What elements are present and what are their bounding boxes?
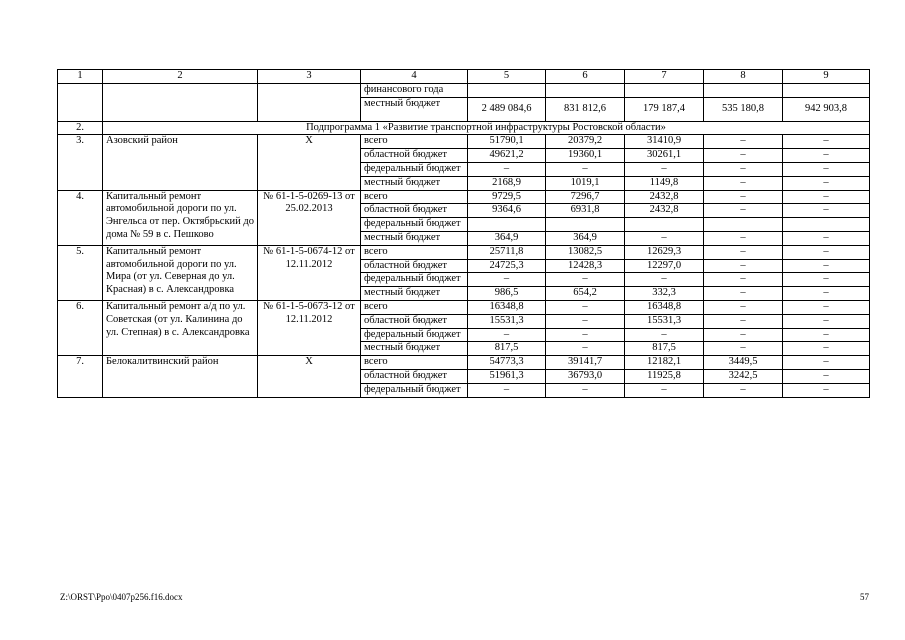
value-cell: – [783, 383, 870, 397]
header-cell: 2 [103, 70, 258, 84]
value-cell: – [704, 342, 783, 356]
row-number: 4. [58, 190, 103, 245]
value-cell: – [546, 342, 625, 356]
value-cell: – [783, 176, 870, 190]
value-cell: – [468, 328, 546, 342]
value-cell: – [783, 245, 870, 259]
value-cell [546, 218, 625, 232]
value-cell: – [783, 356, 870, 370]
table-row [58, 135, 870, 149]
value-cell: 12629,3 [625, 245, 704, 259]
value-cell: – [546, 383, 625, 397]
value-cell: 51790,1 [468, 135, 546, 149]
value-cell: 30261,1 [625, 149, 704, 163]
value-cell: 16348,8 [468, 300, 546, 314]
document-ref: Х [258, 356, 361, 397]
subprogram-row [58, 121, 870, 135]
object-name: Капитальный ремонт а/д по ул. Советская (от ул. Калинина до ул. Степная) в с. Александровка [103, 300, 258, 355]
value-cell: – [468, 383, 546, 397]
value-cell: – [704, 383, 783, 397]
budget-label: всего [361, 135, 468, 149]
continuation-row [58, 84, 870, 98]
value-cell: – [783, 342, 870, 356]
value-cell: 51961,3 [468, 369, 546, 383]
value-cell: – [546, 328, 625, 342]
value-cell: – [704, 273, 783, 287]
budget-label: областной бюджет [361, 149, 468, 163]
value-cell: 12182,1 [625, 356, 704, 370]
value-cell: – [625, 273, 704, 287]
object-name: Азовский район [103, 135, 258, 190]
value-cell: 19360,1 [546, 149, 625, 163]
value-cell: – [783, 149, 870, 163]
value-cell: 3242,5 [704, 369, 783, 383]
value-cell [546, 84, 625, 98]
row-number: 7. [58, 356, 103, 397]
budget-label: всего [361, 245, 468, 259]
value-cell: 1149,8 [625, 176, 704, 190]
value-cell [625, 218, 704, 232]
value-cell: 332,3 [625, 287, 704, 301]
budget-label: федеральный бюджет [361, 162, 468, 176]
value-cell [468, 218, 546, 232]
object-name: Капитальный ремонт автомобильной дороги по ул. Энгельса от пер. Октябрьский до дома № 59 в с. Пешково [103, 190, 258, 245]
value-cell: 6931,8 [546, 204, 625, 218]
budget-label: областной бюджет [361, 259, 468, 273]
value-cell: – [546, 273, 625, 287]
value-cell: – [468, 273, 546, 287]
value-cell: – [783, 204, 870, 218]
value-cell: 20379,2 [546, 135, 625, 149]
budget-label: всего [361, 356, 468, 370]
num-cell [58, 84, 103, 122]
value-cell [468, 84, 546, 98]
value-cell [625, 84, 704, 98]
value-cell: 535 180,8 [704, 97, 783, 121]
value-cell: 2432,8 [625, 190, 704, 204]
name-cell [103, 84, 258, 122]
budget-label: федеральный бюджет [361, 383, 468, 397]
value-cell: 2432,8 [625, 204, 704, 218]
value-cell: 16348,8 [625, 300, 704, 314]
value-cell: 817,5 [468, 342, 546, 356]
value-cell [704, 218, 783, 232]
value-cell: 36793,0 [546, 369, 625, 383]
value-cell: – [625, 328, 704, 342]
value-cell: – [546, 314, 625, 328]
budget-label: всего [361, 190, 468, 204]
value-cell: – [783, 231, 870, 245]
document-ref: № 61-1-5-0674-12 от 12.11.2012 [258, 245, 361, 300]
value-cell: 24725,3 [468, 259, 546, 273]
value-cell: – [783, 369, 870, 383]
value-cell [783, 218, 870, 232]
value-cell: 12428,3 [546, 259, 625, 273]
header-row [58, 70, 870, 84]
header-cell: 9 [783, 70, 870, 84]
budget-label: областной бюджет [361, 314, 468, 328]
header-cell: 1 [58, 70, 103, 84]
value-cell: – [468, 162, 546, 176]
value-cell: – [704, 176, 783, 190]
value-cell: – [704, 135, 783, 149]
value-cell: – [783, 314, 870, 328]
value-cell: – [704, 287, 783, 301]
value-cell: 2168,9 [468, 176, 546, 190]
header-cell: 4 [361, 70, 468, 84]
value-cell: – [625, 231, 704, 245]
table-body [58, 70, 870, 398]
value-cell: – [704, 328, 783, 342]
value-cell: – [546, 162, 625, 176]
value-cell: – [704, 162, 783, 176]
value-cell: 364,9 [468, 231, 546, 245]
table-row [58, 245, 870, 259]
table-row [58, 356, 870, 370]
row-number: 3. [58, 135, 103, 190]
value-cell: 39141,7 [546, 356, 625, 370]
table-row [58, 300, 870, 314]
header-cell: 5 [468, 70, 546, 84]
value-cell: – [704, 245, 783, 259]
budget-label: местный бюджет [361, 97, 468, 121]
value-cell: 831 812,6 [546, 97, 625, 121]
value-cell: – [783, 300, 870, 314]
value-cell: 31410,9 [625, 135, 704, 149]
value-cell: 3449,5 [704, 356, 783, 370]
budget-label: всего [361, 300, 468, 314]
value-cell: – [625, 383, 704, 397]
value-cell: – [783, 259, 870, 273]
value-cell: – [704, 314, 783, 328]
value-cell: – [783, 190, 870, 204]
budget-label: местный бюджет [361, 231, 468, 245]
budget-label: местный бюджет [361, 287, 468, 301]
value-cell: 49621,2 [468, 149, 546, 163]
value-cell: – [783, 287, 870, 301]
value-cell: 817,5 [625, 342, 704, 356]
value-cell: 9729,5 [468, 190, 546, 204]
value-cell: 2 489 084,6 [468, 97, 546, 121]
header-cell: 3 [258, 70, 361, 84]
value-cell: 9364,6 [468, 204, 546, 218]
value-cell: 942 903,8 [783, 97, 870, 121]
doc-cell [258, 84, 361, 122]
value-cell: 54773,3 [468, 356, 546, 370]
document-ref: № 61-1-5-0269-13 от 25.02.2013 [258, 190, 361, 245]
header-cell: 7 [625, 70, 704, 84]
value-cell: 1019,1 [546, 176, 625, 190]
table-row [58, 190, 870, 204]
document-ref: Х [258, 135, 361, 190]
budget-label: областной бюджет [361, 369, 468, 383]
value-cell: – [704, 149, 783, 163]
object-name: Белокалитвинский район [103, 356, 258, 397]
value-cell: 364,9 [546, 231, 625, 245]
budget-label: федеральный бюджет [361, 218, 468, 232]
value-cell: – [625, 162, 704, 176]
value-cell: 986,5 [468, 287, 546, 301]
budget-label: местный бюджет [361, 342, 468, 356]
budget-label: областной бюджет [361, 204, 468, 218]
value-cell: 13082,5 [546, 245, 625, 259]
value-cell: 15531,3 [625, 314, 704, 328]
budget-label: федеральный бюджет [361, 328, 468, 342]
footer-file-path: Z:\ORST\Ppo\0407p256.f16.docx [60, 592, 183, 602]
value-cell [783, 84, 870, 98]
budget-label: финансового года [361, 84, 468, 98]
value-cell: – [704, 204, 783, 218]
header-cell: 6 [546, 70, 625, 84]
budget-label: местный бюджет [361, 176, 468, 190]
document-ref: № 61-1-5-0673-12 от 12.11.2012 [258, 300, 361, 355]
value-cell: – [783, 273, 870, 287]
footer-page-number: 57 [860, 592, 869, 602]
value-cell: 11925,8 [625, 369, 704, 383]
value-cell: – [783, 162, 870, 176]
value-cell: 179 187,4 [625, 97, 704, 121]
value-cell [704, 84, 783, 98]
value-cell: – [704, 190, 783, 204]
value-cell: 12297,0 [625, 259, 704, 273]
value-cell: – [704, 259, 783, 273]
value-cell: – [546, 300, 625, 314]
value-cell: – [704, 231, 783, 245]
budget-table [57, 69, 870, 398]
value-cell: 25711,8 [468, 245, 546, 259]
header-cell: 8 [704, 70, 783, 84]
value-cell: 15531,3 [468, 314, 546, 328]
budget-label: федеральный бюджет [361, 273, 468, 287]
row-number: 5. [58, 245, 103, 300]
value-cell: – [783, 328, 870, 342]
value-cell: 654,2 [546, 287, 625, 301]
subprogram-num: 2. [58, 121, 103, 135]
value-cell: 7296,7 [546, 190, 625, 204]
row-number: 6. [58, 300, 103, 355]
subprogram-title: Подпрограмма 1 «Развитие транспортной инфраструктуры Ростовской области» [103, 121, 870, 135]
object-name: Капитальный ремонт автомобильной дороги по ул. Мира (от ул. Северная до ул. Красная) в с. Александровка [103, 245, 258, 300]
value-cell: – [783, 135, 870, 149]
value-cell: – [704, 300, 783, 314]
